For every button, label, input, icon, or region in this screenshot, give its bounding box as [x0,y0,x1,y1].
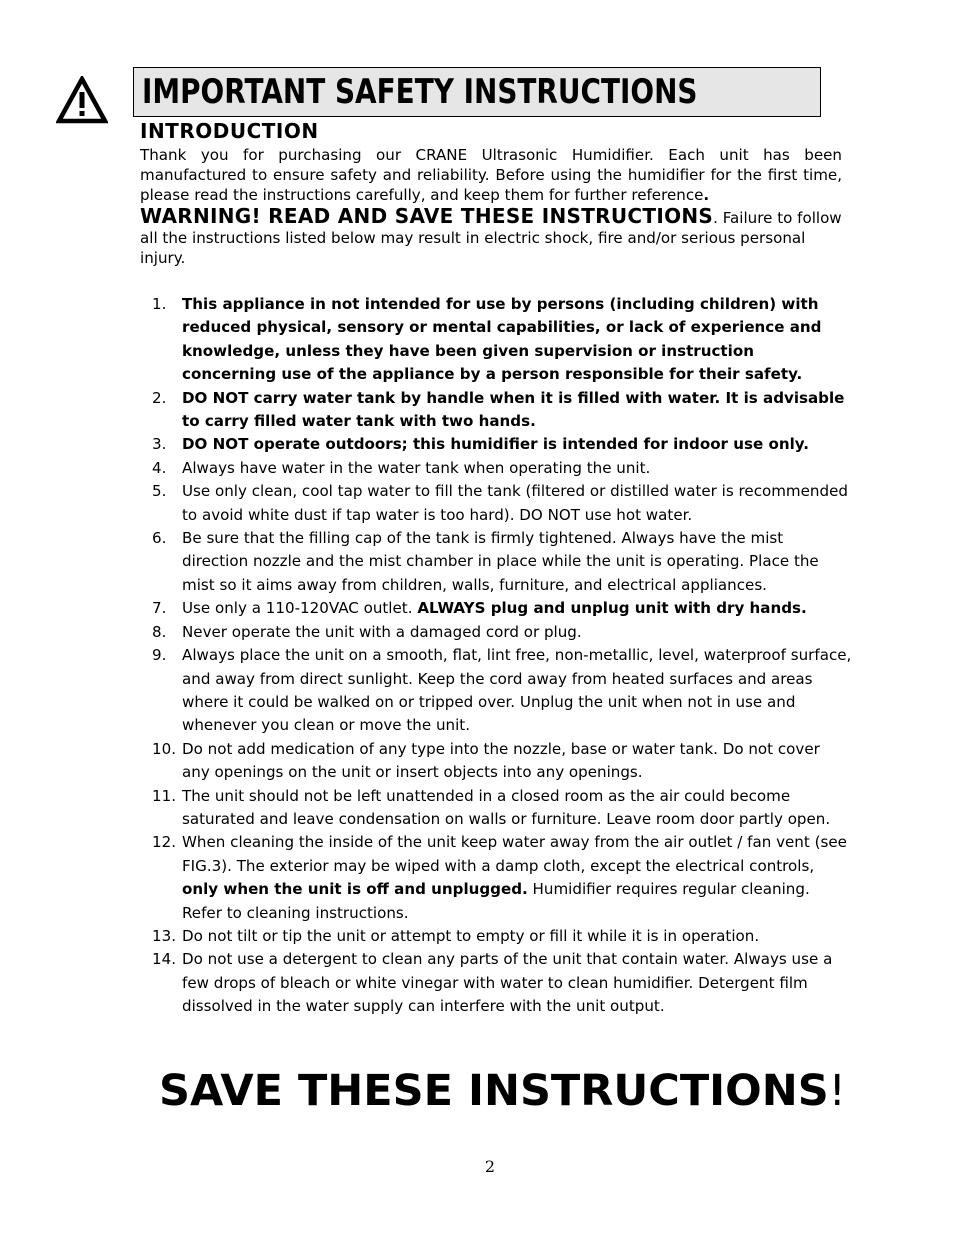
instruction-item [152,387,852,434]
instruction-number: 1. [152,295,167,313]
instruction-text: When cleaning the inside of the unit keep water away from the air outlet / fan vent (see FIG.3). The exterior may be wiped with a damp cloth, except the electrical controls, [182,833,847,875]
instruction-number: 12. [152,833,177,852]
page-number: 2 [484,1157,496,1176]
instruction-item [152,738,852,785]
title-box [133,67,821,117]
instruction-number: 11. [152,786,177,805]
instruction-number: 7. [152,599,167,618]
introduction-body [140,145,842,205]
save-instructions-exclamation: ! [828,1066,846,1116]
instruction-bold-text: DO NOT operate outdoors; this humidifier is intended for indoor use only. [182,435,809,454]
instruction-text: Always have water in the water tank when operating the unit. [182,458,651,477]
instruction-item [152,480,852,527]
instruction-number: 3. [152,435,167,454]
instruction-item [152,433,852,456]
instruction-text: Be sure that the filling cap of the tank is firmly tightened. Always have the mist direction nozzle and the mist chamber in place while the unit is operating. Place the mist so it aims away from children, walls, furniture, and electrical appliances. [182,529,819,594]
instruction-item [152,644,852,738]
instruction-item [152,597,852,620]
instruction-item [152,293,852,387]
instruction-text: Humidifier requires regular cleaning. Refer to cleaning instructions. [182,880,810,922]
page-title: IMPORTANT SAFETY INSTRUCTIONS [142,72,698,112]
save-instructions-banner [159,1061,846,1121]
instruction-text: Do not tilt or tip the unit or attempt to empty or fill it while it is in operation. [182,926,760,945]
instruction-item [152,925,852,948]
instruction-number: 6. [152,529,167,548]
introduction-text: Thank you for purchasing our CRANE Ultrasonic Humidifier. Each unit has been manufactured to ensure safety and reliability. Before using the humidifier for the first time, please read the instructions carefully, and keep them for further reference [140,146,842,204]
introduction-heading: INTRODUCTION [140,119,319,143]
instruction-text: Always place the unit on a smooth, flat, lint free, non-metallic, level, waterproof surface, and away from direct sunlight. Keep the cord away from heated surfaces and areas where it could be walked on or tripped over. Unplug the unit when not in use and whenever you clean or move the unit. [182,646,852,735]
instruction-item [152,527,852,597]
instruction-number: 2. [152,388,167,407]
instruction-number: 5. [152,482,167,501]
instruction-number: 8. [152,622,167,641]
instruction-number: 13. [152,926,177,945]
instruction-text: Use only a 110-120VAC outlet. [182,599,418,618]
warning-heading-period: . [713,209,718,227]
introduction-period: . [703,186,710,204]
warning-block [140,206,842,268]
instruction-number: 4. [152,458,167,477]
instruction-item [152,621,852,644]
instruction-text: Never operate the unit with a damaged cord or plug. [182,622,582,641]
instruction-bold-text: This appliance in not intended for use by persons (including children) with reduced physical, sensory or mental capabilities, or lack of experience and knowledge, unless they have been given supervision or instruction concerning use of the appliance by a person responsible for their safety. [182,295,822,384]
instruction-number: 14. [152,950,177,969]
instruction-text: Do not use a detergent to clean any parts of the unit that contain water. Always use a few drops of bleach or white vinegar with water to clean humidifier. Detergent film dissolved in the water supply can interfere with the unit output. [182,950,833,1016]
instruction-item [152,785,852,832]
warning-body: Failure to follow all the instructions listed below may result in electric shock, fire and/or serious personal injury. [140,209,842,267]
instruction-number: 9. [152,646,167,665]
instruction-item [152,948,852,1018]
instruction-bold-text: only when the unit is off and unplugged. [182,880,528,899]
instruction-bold-text: ALWAYS plug and unplug unit with dry hands. [417,599,807,618]
instruction-item [152,457,852,480]
instruction-text: Use only clean, cool tap water to fill the tank (filtered or distilled water is recommended to avoid white dust if tap water is too hard). DO NOT use hot water. [182,482,848,524]
instruction-text: Do not add medication of any type into the nozzle, base or water tank. Do not cover any openings on the unit or insert objects into any openings. [182,739,820,782]
instruction-text: The unit should not be left unattended in a closed room as the air could become saturated and leave condensation on walls or furniture. Leave room door partly open. [182,786,831,828]
instruction-bold-text: DO NOT carry water tank by handle when it is filled with water. It is advisable to carry filled water tank with two hands. [182,388,845,431]
save-instructions-text: SAVE THESE INSTRUCTIONS [159,1066,829,1116]
warning-heading: WARNING! READ AND SAVE THESE INSTRUCTIONS [140,204,714,228]
instructions-list [152,293,852,1019]
instruction-item [152,831,852,925]
instruction-number: 10. [152,739,177,758]
warning-triangle-icon [56,76,108,124]
